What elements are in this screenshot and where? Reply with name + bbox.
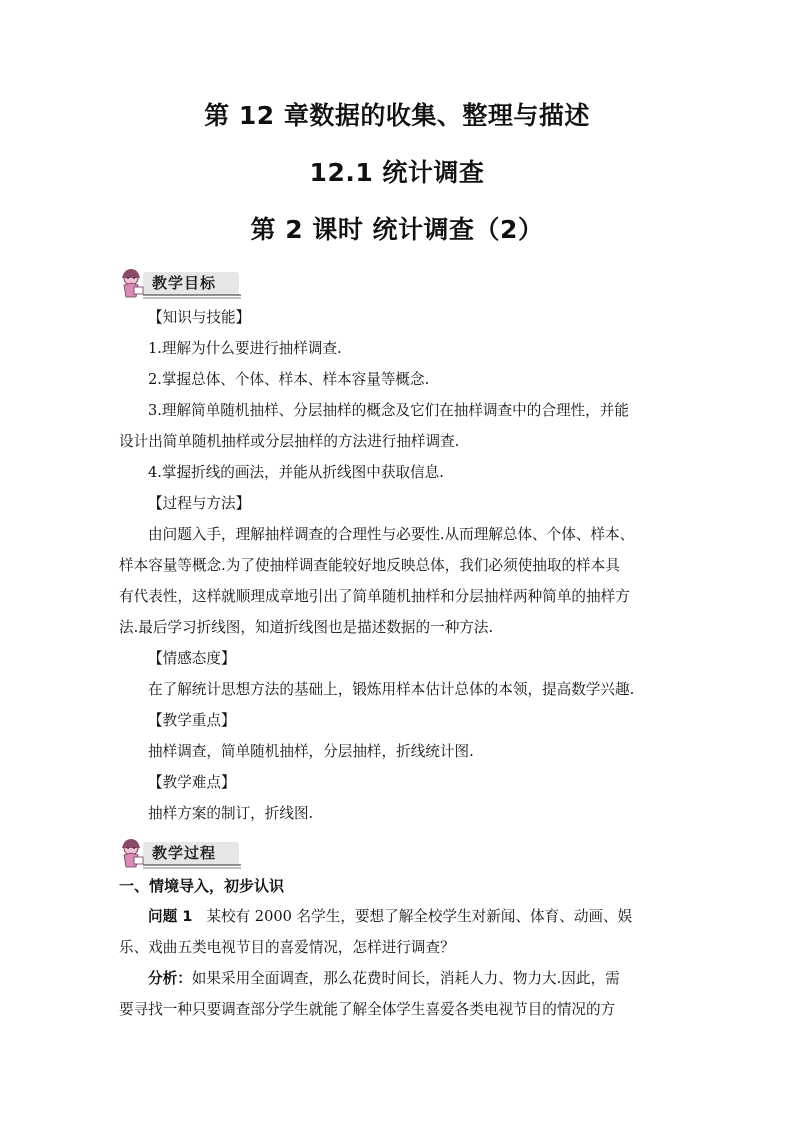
key-points-heading: 【教学重点】 [148, 712, 236, 729]
goal-item-3-line2: 设计出简单随机抽样或分层抽样的方法进行抽样调查. [119, 433, 460, 450]
goal-item-1: 1.理解为什么要进行抽样调查. [148, 340, 342, 357]
goal-item-3-line1: 3.理解简单随机抽样、分层抽样的概念及它们在抽样调查中的合理性，并能 [148, 402, 629, 419]
question-1-text: 某校有 2000 名学生，要想了解全校学生对新闻、体育、动画、娱 [206, 908, 633, 925]
analysis-text: 如果采用全面调查，那么花费时间长，消耗人力、物力大.因此，需 [191, 970, 620, 987]
method-line-4: 法.最后学习折线图，知道折线图也是描述数据的一种方法. [119, 619, 494, 636]
teaching-process-label: 教学过程 [152, 844, 217, 862]
section-title: 12.1 统计调查 [309, 158, 485, 187]
key-points-line-1: 抽样调查，简单随机抽样，分层抽样，折线统计图. [148, 743, 474, 760]
difficulty-line-1: 抽样方案的制订，折线图. [148, 805, 314, 822]
knowledge-heading: 【知识与技能】 [148, 309, 251, 326]
difficulty-heading: 【教学难点】 [148, 774, 236, 791]
method-heading: 【过程与方法】 [148, 495, 251, 512]
question-1-line-2: 乐、戏曲五类电视节目的喜爱情况，怎样进行调查？ [119, 939, 455, 956]
method-line-1: 由问题入手，理解抽样调查的合理性与必要性.从而理解总体、个体、样本、 [148, 526, 635, 543]
attitude-line-1: 在了解统计思想方法的基础上，锻炼用样本估计总体的本领，提高数学兴趣. [148, 681, 635, 698]
attitude-heading: 【情感态度】 [148, 650, 236, 667]
analysis-line-1 [148, 969, 679, 989]
chapter-title: 第 12 章数据的收集、整理与描述 [204, 101, 590, 130]
goal-item-2: 2.掌握总体、个体、样本、样本容量等概念. [148, 371, 430, 388]
goal-item-4: 4.掌握折线的画法，并能从折线图中获取信息. [148, 464, 444, 481]
teaching-goals-label: 教学目标 [152, 274, 217, 292]
method-line-2: 样本容量等概念.为了使抽样调查能较好地反映总体，我们必须使抽取的样本具 [119, 557, 620, 574]
question-1-label: 问题 1 [148, 908, 193, 925]
analysis-label: 分析： [148, 970, 192, 987]
analysis-line-2: 要寻找一种只要调查部分学生就能了解全体学生喜爱各类电视节目的情况的方 [119, 1001, 616, 1018]
question-1-line-1 [148, 907, 679, 927]
teaching-goals-banner [117, 266, 247, 302]
lesson-title: 第 2 课时 统计调查（2） [250, 215, 544, 244]
part1-heading: 一、情境导入，初步认识 [119, 877, 285, 895]
method-line-3: 有代表性，这样就顺理成章地引出了简单随机抽样和分层抽样两种简单的抽样方 [119, 588, 630, 605]
teaching-process-banner [117, 836, 247, 872]
